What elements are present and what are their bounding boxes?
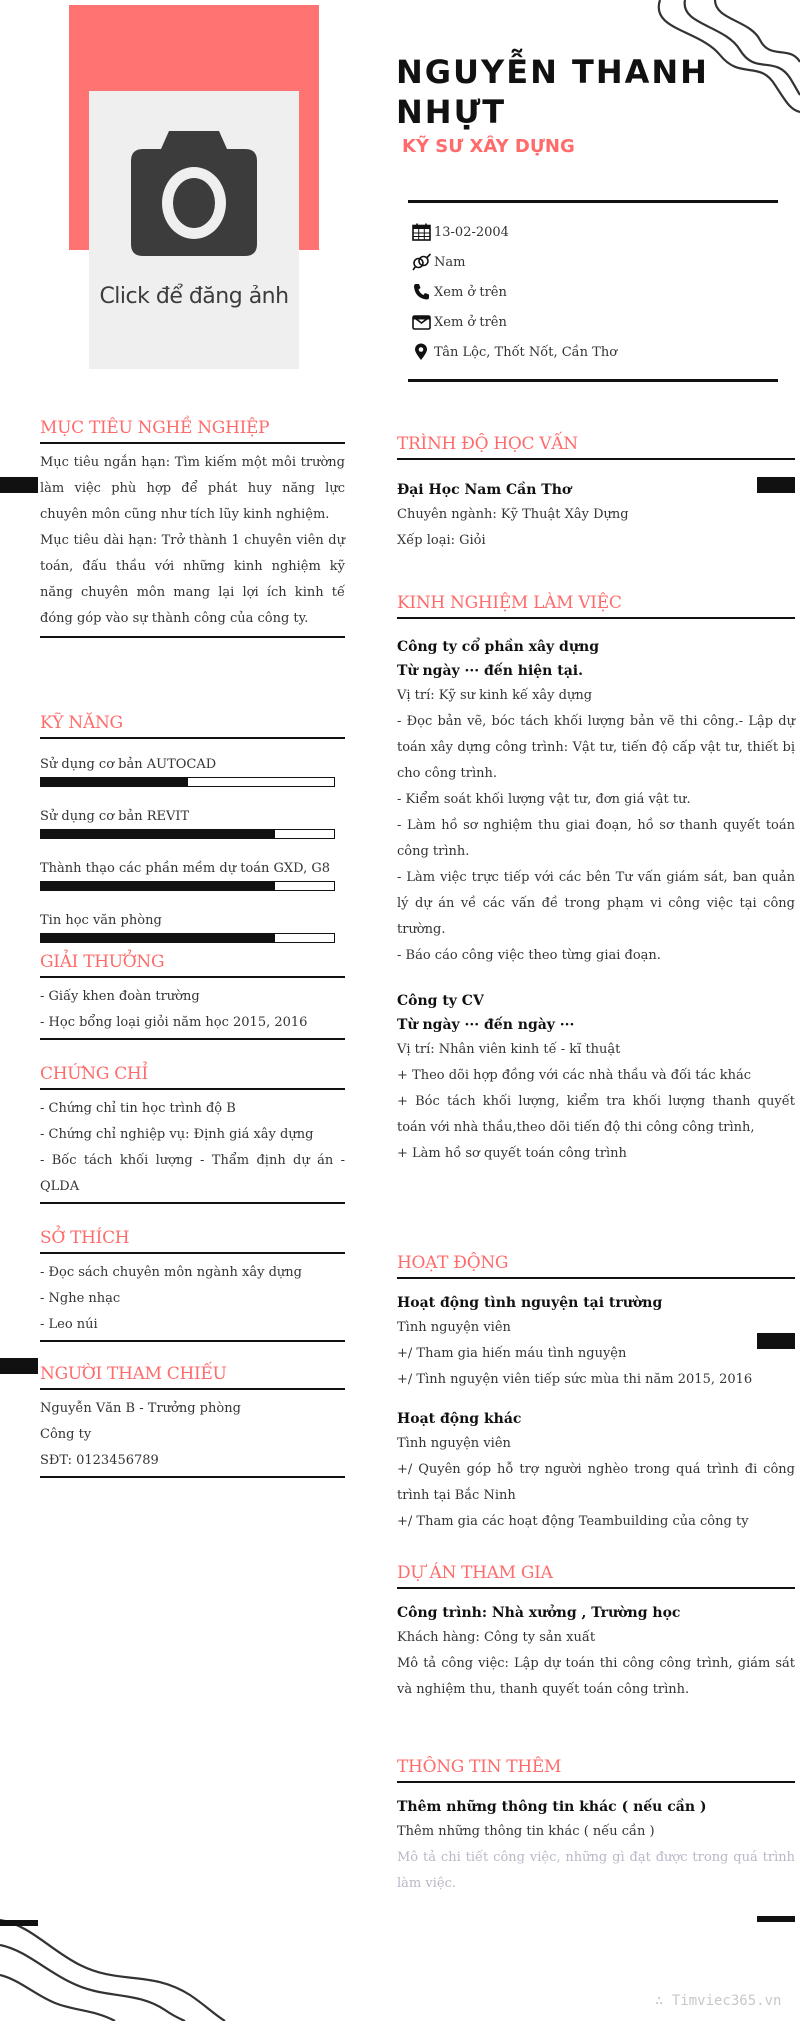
- award-item: - Giấy khen đoàn trường: [40, 989, 200, 1004]
- activity-role: Tình nguyện viên: [397, 1320, 511, 1335]
- job-company: Công ty CV: [397, 993, 484, 1009]
- skill-name: Thành thạo các phần mềm dự toán GXD, G8: [40, 861, 331, 876]
- section-title: GIẢI THƯỞNG: [40, 952, 345, 978]
- extra-text: Thêm những thông tin khác ( nếu cần ): [397, 1824, 655, 1839]
- activity-detail: +/ Tham gia các hoạt động Teambuilding của công ty: [397, 1514, 749, 1529]
- skill-name: Sử dụng cơ bản REVIT: [40, 809, 190, 824]
- certificate-item: - Chứng chỉ tin học trình độ B: [40, 1101, 236, 1116]
- skill-item: [40, 911, 345, 943]
- section-title: SỞ THÍCH: [40, 1228, 345, 1254]
- photo-upload[interactable]: [89, 91, 299, 369]
- skill-name: Sử dụng cơ bản AUTOCAD: [40, 757, 217, 772]
- activity-entry: [397, 1291, 795, 1393]
- phone-value: Xem ở trên: [434, 284, 507, 300]
- section-title: KINH NGHIỆM LÀM VIỆC: [397, 593, 795, 619]
- job-detail: - Đọc bản vẽ, bóc tách khối lượng bản vẽ thi công.- Lập dự toán xây dựng công trình: Vật tư, tiến độ cấp vật tư, thiết bị cho công trình.: [397, 714, 795, 781]
- activity-detail: +/ Tham gia hiến máu tình nguyện: [397, 1346, 627, 1361]
- contact-birthday: [412, 217, 774, 247]
- wave-decoration-bottom: [0, 1910, 230, 2021]
- extra-placeholder[interactable]: Mô tả chi tiết công việc, những gì đạt được trong quá trình làm việc.: [397, 1850, 795, 1891]
- job-position: Vị trí: Nhân viên kinh tế - kĩ thuật: [397, 1042, 621, 1057]
- birthday-value: 13-02-2004: [434, 224, 509, 240]
- section-education: [397, 434, 795, 554]
- reference-line: Công ty: [40, 1427, 92, 1442]
- activity-name: Hoạt động khác: [397, 1411, 522, 1427]
- contact-gender: [412, 247, 774, 277]
- section-experience: [397, 593, 795, 1167]
- contact-phone: [412, 277, 774, 307]
- skill-level-fill: [41, 934, 275, 942]
- activity-detail: +/ Quyên góp hỗ trợ người nghèo trong quá trình đi công trình tại Bắc Ninh: [397, 1462, 795, 1503]
- email-value: Xem ở trên: [434, 314, 507, 330]
- job-detail: + Làm hồ sơ quyết toán công trình: [397, 1146, 627, 1161]
- reference-line: Nguyễn Văn B - Trưởng phòng: [40, 1401, 241, 1416]
- contact-info: [408, 200, 778, 382]
- hobby-item: - Đọc sách chuyên môn ngành xây dựng: [40, 1265, 302, 1280]
- section-extra-info: [397, 1757, 795, 1897]
- candidate-name: NGUYỄN THANH NHỰT: [396, 53, 709, 131]
- skill-level-fill: [41, 830, 275, 838]
- award-item: - Học bổng loại giỏi năm học 2015, 2016: [40, 1015, 308, 1030]
- skill-bar: [40, 933, 335, 943]
- edge-bar: [757, 1916, 795, 1922]
- calendar-icon: [412, 223, 432, 241]
- skill-bar: [40, 881, 335, 891]
- location-icon: [412, 343, 432, 361]
- section-title: MỤC TIÊU NGHỀ NGHIỆP: [40, 418, 345, 444]
- education-major: Chuyên ngành: Kỹ Thuật Xây Dựng: [397, 507, 629, 522]
- hobby-item: - Leo núi: [40, 1317, 98, 1332]
- phone-icon: [412, 283, 432, 301]
- skill-item: [40, 807, 345, 839]
- skill-bar: [40, 777, 335, 787]
- job-detail: - Làm hồ sơ nghiệm thu giai đoạn, hồ sơ thanh quyết toán công trình.: [397, 818, 795, 859]
- job-entry: [397, 989, 795, 1167]
- section-title: KỸ NĂNG: [40, 713, 345, 739]
- section-title: HOẠT ĐỘNG: [397, 1253, 795, 1279]
- education-grade: Xếp loại: Giỏi: [397, 533, 486, 548]
- job-entry: [397, 635, 795, 969]
- section-references: [40, 1364, 345, 1478]
- project-client: Khách hàng: Công ty sản xuất: [397, 1630, 596, 1645]
- section-title: CHỨNG CHỈ: [40, 1064, 345, 1090]
- job-period: Từ ngày ··· đến ngày ···: [397, 1017, 575, 1033]
- section-title: TRÌNH ĐỘ HỌC VẤN: [397, 434, 795, 460]
- objective-long-term: Mục tiêu dài hạn: Trở thành 1 chuyên viên dự toán, đấu thầu với những kinh nghiệm kỹ năng chuyên môn mang lại lợi ích kinh tế đóng góp vào sự thành công của công ty.: [40, 533, 345, 626]
- photo-caption: Click để đăng ảnh: [99, 284, 289, 309]
- section-activities: [397, 1253, 795, 1535]
- job-title: KỸ SƯ XÂY DỰNG: [402, 136, 575, 157]
- footer-brand: ∴ Timviec365.vn: [655, 1993, 782, 2009]
- section-certificates: [40, 1064, 345, 1204]
- certificate-item: - Chứng chỉ nghiệp vụ: Định giá xây dựng: [40, 1127, 314, 1142]
- job-position: Vị trí: Kỹ sư kinh kế xây dựng: [397, 688, 593, 703]
- skill-level-fill: [41, 882, 275, 890]
- edge-bar: [0, 477, 38, 493]
- section-title: THÔNG TIN THÊM: [397, 1757, 795, 1783]
- certificate-item: - Bốc tách khối lượng - Thẩm định dự án - QLDA: [40, 1153, 345, 1194]
- objective-short-term: Mục tiêu ngắn hạn: Tìm kiếm một môi trường làm việc phù hợp để phát huy năng lực chuyên môn cũng như tích lũy kinh nghiệm.: [40, 455, 345, 522]
- section-objective: [40, 418, 345, 638]
- section-hobbies: [40, 1228, 345, 1342]
- job-period: Từ ngày ··· đến hiện tại.: [397, 663, 583, 679]
- job-detail: - Báo cáo công việc theo từng giai đoạn.: [397, 948, 661, 963]
- skill-item: [40, 755, 345, 787]
- job-detail: - Làm việc trực tiếp với các bên Tư vấn giám sát, ban quản lý dự án về các vấn đề trong phạm vi công việc tại công trường.: [397, 870, 795, 937]
- section-title: NGƯỜI THAM CHIẾU: [40, 1364, 345, 1390]
- gender-value: Nam: [434, 254, 466, 270]
- edge-bar: [0, 1358, 38, 1374]
- contact-email: [412, 307, 774, 337]
- activity-entry: [397, 1407, 795, 1535]
- section-awards: [40, 952, 345, 1040]
- skill-level-fill: [41, 778, 188, 786]
- skill-name: Tin học văn phòng: [40, 913, 162, 928]
- skill-item: [40, 859, 345, 891]
- activity-name: Hoạt động tình nguyện tại trường: [397, 1295, 663, 1311]
- job-detail: + Bóc tách khối lượng, kiểm tra khối lượng thanh quyết toán với nhà thầu,theo dõi tiến độ thi công công trình,: [397, 1094, 795, 1135]
- school-name: Đại Học Nam Cần Thơ: [397, 482, 572, 498]
- hobby-item: - Nghe nhạc: [40, 1291, 121, 1306]
- project-name: Công trình: Nhà xưởng , Trường học: [397, 1605, 681, 1621]
- address-value: Tân Lộc, Thốt Nốt, Cần Thơ: [434, 344, 618, 360]
- job-detail: - Kiểm soát khối lượng vật tư, đơn giá vật tư.: [397, 792, 691, 807]
- gender-icon: [412, 253, 432, 271]
- contact-address: [412, 337, 774, 367]
- edge-bar: [0, 1920, 38, 1926]
- extra-heading: Thêm những thông tin khác ( nếu cần ): [397, 1799, 707, 1815]
- section-projects: [397, 1563, 795, 1703]
- skill-bar: [40, 829, 335, 839]
- reference-line: SĐT: 0123456789: [40, 1453, 159, 1468]
- job-detail: + Theo dõi hợp đồng với các nhà thầu và đối tác khác: [397, 1068, 751, 1083]
- job-company: Công ty cổ phần xây dựng: [397, 639, 599, 655]
- camera-icon: [131, 131, 257, 256]
- project-description: Mô tả công việc: Lập dự toán thi công công trình, giám sát và nghiệm thu, thanh quyết toán công trình.: [397, 1656, 795, 1697]
- activity-role: Tình nguyện viên: [397, 1436, 511, 1451]
- section-title: DỰ ÁN THAM GIA: [397, 1563, 795, 1589]
- email-icon: [412, 313, 432, 331]
- section-skills: [40, 713, 345, 943]
- activity-detail: +/ Tình nguyện viên tiếp sức mùa thi năm 2015, 2016: [397, 1372, 753, 1387]
